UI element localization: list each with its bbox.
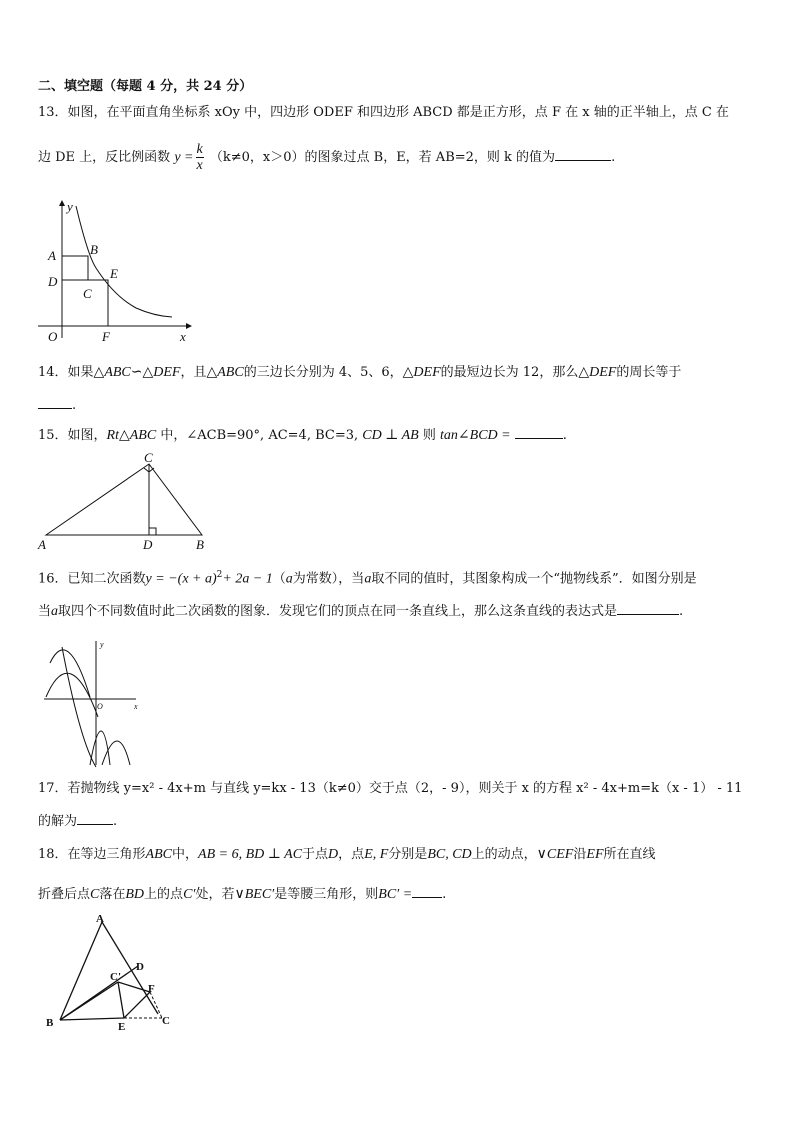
q13-label-O: O	[48, 329, 58, 344]
q16-text-b: （	[272, 571, 286, 587]
q18-cef: ∨CEF	[536, 847, 574, 862]
q18-label-D: D	[136, 961, 144, 973]
q18-bd: BD	[125, 887, 145, 902]
q18-side-ac	[102, 922, 158, 1014]
q14-similar: △ABC∽△DEF	[93, 365, 181, 380]
q18-bec: ∨BEC′	[234, 887, 275, 902]
q16-sup: 2	[216, 570, 223, 580]
q14-line2	[38, 396, 76, 415]
q13-square-abcd	[62, 256, 88, 280]
q15-label-D: D	[143, 537, 153, 552]
q15-answer-blank[interactable]	[515, 426, 563, 439]
q18-cp: C′	[183, 887, 196, 902]
q16-parabola-5	[102, 741, 130, 765]
q18-text-f: 上的动点，	[471, 847, 537, 862]
q13-figure	[36, 196, 196, 346]
q18-cond: AB = 6, BD ⊥ AC	[198, 847, 303, 862]
q18-bcp: BC′ =	[378, 887, 413, 902]
q15-line	[38, 426, 567, 445]
q13-label-y: y	[67, 199, 73, 214]
q18-text-l: 处，若	[195, 887, 235, 902]
q13-label-E: E	[110, 266, 118, 281]
q14-tri-def-2: △DEF	[578, 365, 617, 380]
q13-frac-num: k	[196, 142, 203, 157]
q18-side-bc	[60, 1018, 124, 1020]
q15-text-b: 中，∠ACB=90°, AC=4, BC=3,	[160, 428, 359, 443]
q18-segment-cpe	[118, 982, 124, 1018]
q16-figure	[40, 637, 150, 767]
q14-text-d: 的最短边长为 12，那么	[440, 365, 579, 380]
q14-answer-blank[interactable]	[38, 396, 72, 409]
q18-segment-ef	[124, 992, 150, 1018]
q18-answer-blank[interactable]	[412, 885, 442, 898]
q16-line1	[38, 566, 697, 588]
q13-label-B: B	[90, 242, 98, 257]
q16-a3: a	[51, 604, 59, 619]
q18-label-A: A	[96, 913, 104, 925]
q18-abc: ABC	[145, 847, 172, 862]
q13-label-F: F	[102, 329, 110, 344]
q15-label-A: A	[38, 537, 46, 552]
q18-figure	[40, 914, 190, 1034]
q18-text-d: ，点	[338, 847, 365, 862]
q18-text-j: 落在	[99, 887, 126, 902]
q18-c: C	[90, 887, 100, 902]
q18-text-h: 所在直线	[603, 847, 656, 862]
q13-label-A: A	[48, 248, 56, 263]
q13-line1: 13．如图，在平面直角坐标系 xOy 中，四边形 ODEF 和四边形 ABCD 都是正方形，点 F 在 x 轴的正半轴上，点 C 在	[38, 105, 729, 120]
q16-text-c: 为常数），当	[292, 571, 365, 587]
q18-text-a: 18．在等边三角形	[38, 847, 146, 862]
q15-tan: tan∠BCD =	[440, 428, 511, 443]
q13-line2	[38, 140, 615, 176]
q15-perp: CD ⊥ AB	[362, 428, 419, 443]
q14-tri-abc: △ABC	[206, 365, 244, 380]
q16-func-b: + 2a − 1	[222, 571, 273, 587]
q14-line1	[38, 364, 681, 382]
q16-label-O: O	[97, 702, 103, 711]
q13-func-lhs: y =	[174, 150, 194, 165]
q18-text-k: 上的点	[144, 887, 184, 902]
q15-label-C: C	[144, 450, 153, 465]
q16-a1: a	[285, 571, 293, 587]
q18-label-Cp: C'	[110, 971, 121, 983]
q18-ef2: EF	[586, 847, 604, 862]
q13-end: .	[611, 150, 616, 165]
q15-triangle	[46, 464, 202, 535]
q18-label-C: C	[162, 1015, 170, 1027]
q16-parabola-4	[90, 731, 110, 765]
q18-text-e: 分别是	[388, 847, 428, 862]
q16-a2: a	[364, 571, 372, 587]
q13-label-D: D	[48, 274, 58, 289]
q13-fraction	[196, 142, 204, 173]
q13-y-arrow	[59, 200, 65, 206]
q13-frac-den: x	[196, 158, 203, 173]
q16-answer-blank[interactable]	[617, 602, 679, 615]
q18-text-g: 沿	[573, 847, 587, 862]
q16-text-e: 当	[38, 604, 52, 619]
q15-figure	[36, 452, 216, 552]
q16-text-a: 16．已知二次函数	[38, 571, 146, 587]
section-title: 二、填空题（每题 4 分，共 24 分）	[38, 79, 253, 94]
q16-line2	[38, 602, 683, 621]
q15-text-c: 则	[422, 428, 436, 443]
q18-line1	[38, 846, 656, 864]
q18-end: .	[442, 887, 447, 902]
q18-label-F: F	[148, 983, 155, 995]
q18-line2	[38, 885, 446, 904]
q14-tri-def: △DEF	[402, 365, 441, 380]
q18-bccd: BC, CD	[427, 847, 472, 862]
q13-label-C: C	[83, 286, 92, 301]
q13-x-arrow	[186, 323, 192, 329]
q16-label-x: x	[134, 702, 138, 711]
q14-text-c: 的三边长分别为 4、5、6，	[243, 365, 403, 380]
q17-line2	[38, 812, 117, 831]
q14-text-b: ，且	[180, 365, 207, 380]
q17-end: .	[113, 814, 118, 829]
q15-end: .	[562, 428, 567, 443]
q18-ef: E, F	[364, 847, 389, 862]
q16-text-d: 取不同的值时，其图象构成一个“抛物线系”．如图分别是	[371, 571, 697, 587]
q18-text-c: 于点	[302, 847, 329, 862]
q17-text-a: 的解为	[38, 814, 78, 829]
q14-end: .	[72, 398, 77, 413]
q13-text-b: （k≠0，x＞0）的图象过点 B，E，若 AB=2，则 k 的值为	[209, 150, 556, 165]
q17-answer-blank[interactable]	[77, 812, 113, 825]
q17-line1: 17．若抛物线 y=x² - 4x+m 与直线 y=kx - 13（k≠0）交于点（2，- 9），则关于 x 的方程 x² - 4x+m=k（x - 1） - 11	[38, 781, 743, 796]
q15-rt: Rt△ABC	[106, 428, 157, 443]
q18-d: D	[328, 847, 339, 862]
q14-text-e: 的周长等于	[616, 365, 682, 380]
q18-label-E: E	[118, 1021, 126, 1033]
q14-text-a: 14．如果	[38, 365, 94, 380]
q16-text-f: 取四个不同数值时此二次函数的图象．发现它们的顶点在同一条直线上，那么这条直线的表达式是	[58, 604, 618, 619]
q16-label-y: y	[100, 640, 104, 649]
q18-text-i: 折叠后点	[38, 887, 91, 902]
q16-parabola-3	[62, 647, 96, 767]
q18-text-m: 是等腰三角形，则	[274, 887, 379, 902]
q16-end: .	[679, 604, 684, 619]
q18-segment-cpf	[118, 982, 150, 992]
q13-answer-blank[interactable]	[555, 148, 611, 161]
q13-text-a: 边 DE 上，反比例函数	[38, 150, 171, 165]
q16-func: y = −(x + a)	[145, 571, 217, 587]
q15-label-B: B	[196, 537, 204, 552]
q15-right-angle-d	[149, 528, 156, 535]
q18-text-b: 中，	[172, 847, 199, 862]
q13-label-x: x	[180, 329, 186, 344]
q15-text-a: 15．如图，	[38, 428, 107, 443]
q18-label-B: B	[46, 1017, 54, 1029]
